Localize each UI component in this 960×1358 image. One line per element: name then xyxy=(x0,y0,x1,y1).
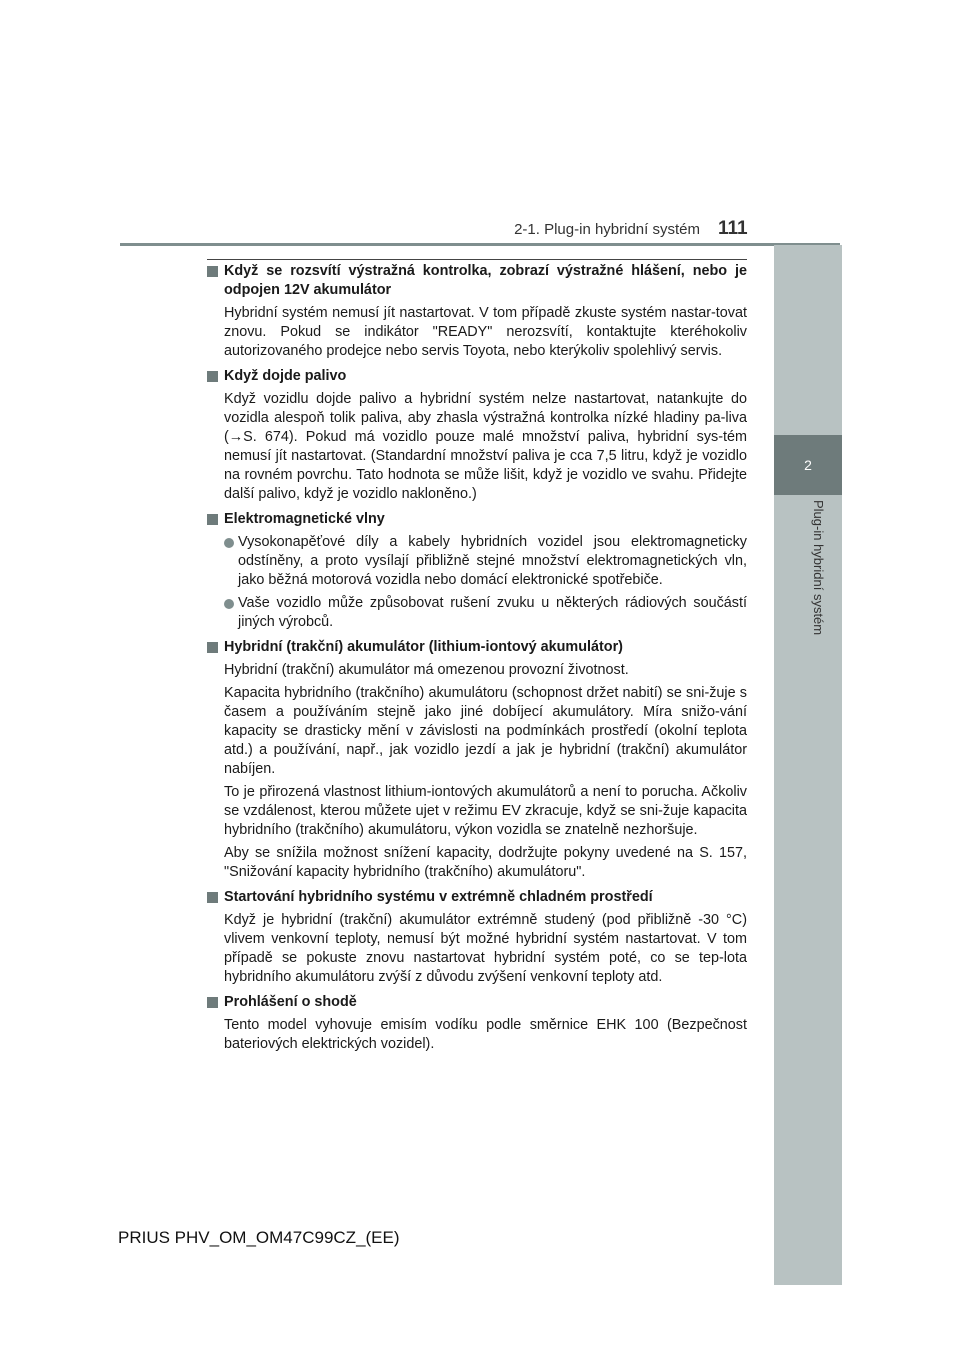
chapter-number: 2 xyxy=(804,457,812,473)
square-bullet-icon xyxy=(207,997,218,1008)
section-warning-light xyxy=(207,262,747,361)
heading-text: Prohlášení o shodě xyxy=(224,994,357,1010)
heading-text: Hybridní (trakční) akumulátor (lithium-iontový akumulátor) xyxy=(224,639,623,655)
header-rule xyxy=(120,243,840,246)
heading-text: Když se rozsvítí výstražná kontrolka, zobrazí výstražné hlášení, nebo je odpojen 12V akumulátor xyxy=(224,263,747,298)
section-declaration xyxy=(207,993,747,1054)
paragraph: Tento model vyhovuje emisím vodíku podle směrnice EHK 100 (Bezpečnost bateriových elektrických vozidel). xyxy=(224,1017,747,1052)
section-cold-start xyxy=(207,888,747,987)
list-item xyxy=(224,533,747,590)
section-traction-battery xyxy=(207,638,747,882)
main-content xyxy=(207,262,747,1060)
chapter-label: Plug-in hybridní systém xyxy=(811,500,826,636)
side-tab-upper-strip xyxy=(774,245,842,435)
square-bullet-icon xyxy=(207,266,218,277)
list-item-text: Vaše vozidlo může způsobovat rušení zvuku u některých rádiových součástí jiných výrobců. xyxy=(238,595,747,630)
paragraph: Když je hybridní (trakční) akumulátor extrémně studený (pod přibližně -30 °C) vlivem venkovní teploty, nemusí být možné hybridní systém nastartovat. V tom případě se pokuste znovu nastartovat hybridní systém poté, co se tep-lota hybridního akumulátoru zvýší z důvodu zvýšení venkovní teploty atd. xyxy=(224,912,747,985)
section-heading xyxy=(207,993,747,1012)
heading-text: Startování hybridního systému v extrémně chladném prostředí xyxy=(224,889,653,905)
heading-text: Když dojde palivo xyxy=(224,368,347,384)
paragraph: Kapacita hybridního (trakčního) akumulátoru (schopnost držet nabití) se sni-žuje s časem a používáním stejně jako jiné dobíjecí akumulátory. Míra snižo-vání kapacity se drasticky mění v závislosti na podmínkách prostředí (okolní teplota atd.) a používání, např., jak vozidlo jezdí a jak je hybridní (trakční) akumulátor nabíjen. xyxy=(224,685,747,777)
section-heading xyxy=(207,888,747,907)
square-bullet-icon xyxy=(207,371,218,382)
round-bullet-icon xyxy=(224,538,234,548)
list-item-text: Vysokonapěťové díly a kabely hybridních vozidel jsou elektromagneticky odstíněny, a proto vysílají přibližně stejné množství elektromagnetických vln, jako běžná motorová vozidla nebo domácí elektronické spotřebiče. xyxy=(238,534,747,588)
content-top-rule xyxy=(207,259,747,260)
page-number: 111 xyxy=(718,218,748,239)
paragraph: Aby se snížila možnost snížení kapacity, dodržujte pokyny uvedené na S. 157, "Snižování kapacity hybridního (trakčního) akumulátoru". xyxy=(224,845,747,880)
section-heading xyxy=(207,367,747,386)
document-code: PRIUS PHV_OM_OM47C99CZ_(EE) xyxy=(118,1228,400,1247)
paragraph: Když vozidlu dojde palivo a hybridní systém nelze nastartovat, natankujte do vozidla alespoň tolik paliva, aby zhasla výstražná kontrolka nízké hladiny pa-liva (→S. 674). Pokud má vozidlo pouze malé množství paliva, hybridní sys-tém nemusí jít nastartovat. (Standardní množství paliva je cca 7,5 litru, když je vozidlo na rovném povrchu. Tato hodnota se může lišit, když je vozidlo ve svahu. Přidejte další palivo, když je vozidlo nakloněno.) xyxy=(224,391,747,502)
paragraph: Hybridní (trakční) akumulátor má omezenou provozní životnost. xyxy=(224,662,629,678)
section-heading xyxy=(207,510,747,529)
square-bullet-icon xyxy=(207,514,218,525)
section-heading xyxy=(207,262,747,300)
square-bullet-icon xyxy=(207,642,218,653)
list-item xyxy=(224,594,747,632)
round-bullet-icon xyxy=(224,599,234,609)
section-out-of-fuel xyxy=(207,367,747,504)
heading-text: Elektromagnetické vlny xyxy=(224,511,385,527)
paragraph: To je přirozená vlastnost lithium-iontových akumulátorů a není to porucha. Ačkoliv se vzdálenost, kterou můžete ujet v režimu EV zkracuje, když se sni-žuje kapacita hybridního (trakčního) akumulátoru, výkon vozidla se znatelně nezhoršuje. xyxy=(224,784,747,838)
chapter-tab xyxy=(774,435,842,495)
section-electromagnetic-waves xyxy=(207,510,747,632)
section-heading xyxy=(207,638,747,657)
section-title: 2-1. Plug-in hybridní systém xyxy=(514,221,700,238)
paragraph: Hybridní systém nemusí jít nastartovat. V tom případě zkuste systém nastar-tovat znovu. Pokud se indikátor "READY" nerozsvítí, kontaktujte kteréhokoliv autorizovaného prodejce nebo servis Toyota, nebo kterýkoliv spolehlivý servis. xyxy=(224,305,747,359)
square-bullet-icon xyxy=(207,892,218,903)
